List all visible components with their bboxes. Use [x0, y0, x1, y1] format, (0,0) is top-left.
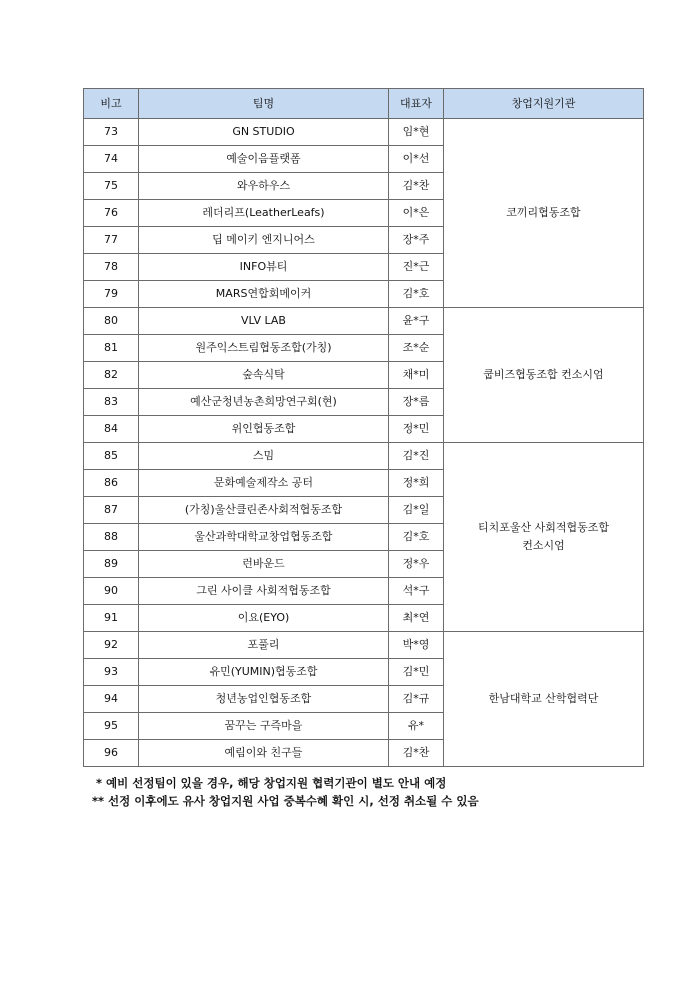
- cell-team-name: 레더리프(LeatherLeafs): [139, 200, 389, 227]
- cell-team-name: 런바운드: [139, 551, 389, 578]
- header-representative: 대표자: [389, 89, 444, 119]
- cell-support-org: [444, 443, 644, 632]
- cell-team-name: 예술이음플랫폼: [139, 146, 389, 173]
- cell-no: 81: [84, 335, 139, 362]
- footnotes: [92, 774, 479, 810]
- cell-support-org: [444, 632, 644, 767]
- cell-representative: 김*민: [389, 659, 444, 686]
- cell-representative: 김*호: [389, 281, 444, 308]
- cell-no: 90: [84, 578, 139, 605]
- table-header-row: [84, 89, 644, 119]
- cell-representative: 이*선: [389, 146, 444, 173]
- cell-representative: 임*현: [389, 119, 444, 146]
- cell-no: 77: [84, 227, 139, 254]
- cell-no: 96: [84, 740, 139, 767]
- cell-no: 82: [84, 362, 139, 389]
- header-support-org: 창업지원기관: [444, 89, 644, 119]
- cell-no: 95: [84, 713, 139, 740]
- cell-team-name: 그린 사이클 사회적협동조합: [139, 578, 389, 605]
- cell-representative: 김*호: [389, 524, 444, 551]
- cell-no: 89: [84, 551, 139, 578]
- cell-team-name: 위인협동조합: [139, 416, 389, 443]
- table-row: [84, 443, 644, 470]
- cell-representative: 최*연: [389, 605, 444, 632]
- cell-team-name: 딥 메이키 엔지니어스: [139, 227, 389, 254]
- cell-representative: 정*희: [389, 470, 444, 497]
- cell-representative: 김*일: [389, 497, 444, 524]
- header-team-name: 팀명: [139, 89, 389, 119]
- cell-representative: 정*우: [389, 551, 444, 578]
- cell-representative: 장*름: [389, 389, 444, 416]
- cell-team-name: VLV LAB: [139, 308, 389, 335]
- cell-team-name: 유민(YUMIN)협동조합: [139, 659, 389, 686]
- cell-representative: 박*영: [389, 632, 444, 659]
- table-body: [84, 119, 644, 767]
- cell-no: 76: [84, 200, 139, 227]
- footnote-2: ** 선정 이후에도 유사 창업지원 사업 중복수혜 확인 시, 선정 취소될 수 있음: [92, 794, 479, 808]
- cell-no: 93: [84, 659, 139, 686]
- cell-support-org: [444, 119, 644, 308]
- cell-no: 75: [84, 173, 139, 200]
- cell-team-name: 포풀리: [139, 632, 389, 659]
- cell-no: 73: [84, 119, 139, 146]
- cell-no: 85: [84, 443, 139, 470]
- support-org-line: 컨소시엄: [522, 539, 565, 552]
- cell-representative: 이*은: [389, 200, 444, 227]
- cell-representative: 윤*구: [389, 308, 444, 335]
- support-org-line: 쿱비즈협동조합 컨소시엄: [483, 368, 604, 381]
- cell-representative: 정*민: [389, 416, 444, 443]
- cell-no: 79: [84, 281, 139, 308]
- cell-team-name: INFO뷰티: [139, 254, 389, 281]
- cell-team-name: 청년농업인협동조합: [139, 686, 389, 713]
- cell-representative: 김*찬: [389, 740, 444, 767]
- header-note: 비고: [84, 89, 139, 119]
- table-row: [84, 632, 644, 659]
- cell-no: 94: [84, 686, 139, 713]
- cell-no: 83: [84, 389, 139, 416]
- cell-representative: 진*근: [389, 254, 444, 281]
- cell-team-name: 예림이와 친구들: [139, 740, 389, 767]
- cell-team-name: 이요(EYO): [139, 605, 389, 632]
- cell-representative: 석*구: [389, 578, 444, 605]
- cell-team-name: 스밈: [139, 443, 389, 470]
- cell-no: 92: [84, 632, 139, 659]
- support-org-line: 티치포울산 사회적협동조합: [477, 521, 609, 534]
- cell-team-name: GN STUDIO: [139, 119, 389, 146]
- cell-representative: 김*진: [389, 443, 444, 470]
- selection-table: [83, 88, 644, 767]
- support-org-line: 한남대학교 산학협력단: [488, 692, 599, 705]
- cell-no: 88: [84, 524, 139, 551]
- footnote-1: * 예비 선정팀이 있을 경우, 해당 창업지원 협력기관이 별도 안내 예정: [92, 776, 447, 790]
- cell-representative: 장*주: [389, 227, 444, 254]
- cell-team-name: 원주익스트림협동조합(가칭): [139, 335, 389, 362]
- cell-no: 78: [84, 254, 139, 281]
- cell-team-name: MARS연합회메이커: [139, 281, 389, 308]
- cell-no: 74: [84, 146, 139, 173]
- cell-team-name: 예산군청년농촌희망연구회(현): [139, 389, 389, 416]
- cell-representative: 김*찬: [389, 173, 444, 200]
- cell-no: 80: [84, 308, 139, 335]
- cell-team-name: 숲속식탁: [139, 362, 389, 389]
- cell-representative: 채*미: [389, 362, 444, 389]
- cell-team-name: 울산과학대학교창업협동조합: [139, 524, 389, 551]
- cell-support-org: [444, 308, 644, 443]
- cell-representative: 조*순: [389, 335, 444, 362]
- table-row: [84, 308, 644, 335]
- cell-no: 84: [84, 416, 139, 443]
- cell-team-name: 와우하우스: [139, 173, 389, 200]
- table-row: [84, 119, 644, 146]
- cell-team-name: (가칭)울산클린존사회적협동조합: [139, 497, 389, 524]
- cell-team-name: 문화예술제작소 공터: [139, 470, 389, 497]
- cell-no: 86: [84, 470, 139, 497]
- cell-representative: 김*규: [389, 686, 444, 713]
- cell-no: 87: [84, 497, 139, 524]
- cell-no: 91: [84, 605, 139, 632]
- support-org-line: 코끼리협동조합: [506, 206, 581, 219]
- cell-representative: 유*: [389, 713, 444, 740]
- cell-team-name: 꿈꾸는 구즉마을: [139, 713, 389, 740]
